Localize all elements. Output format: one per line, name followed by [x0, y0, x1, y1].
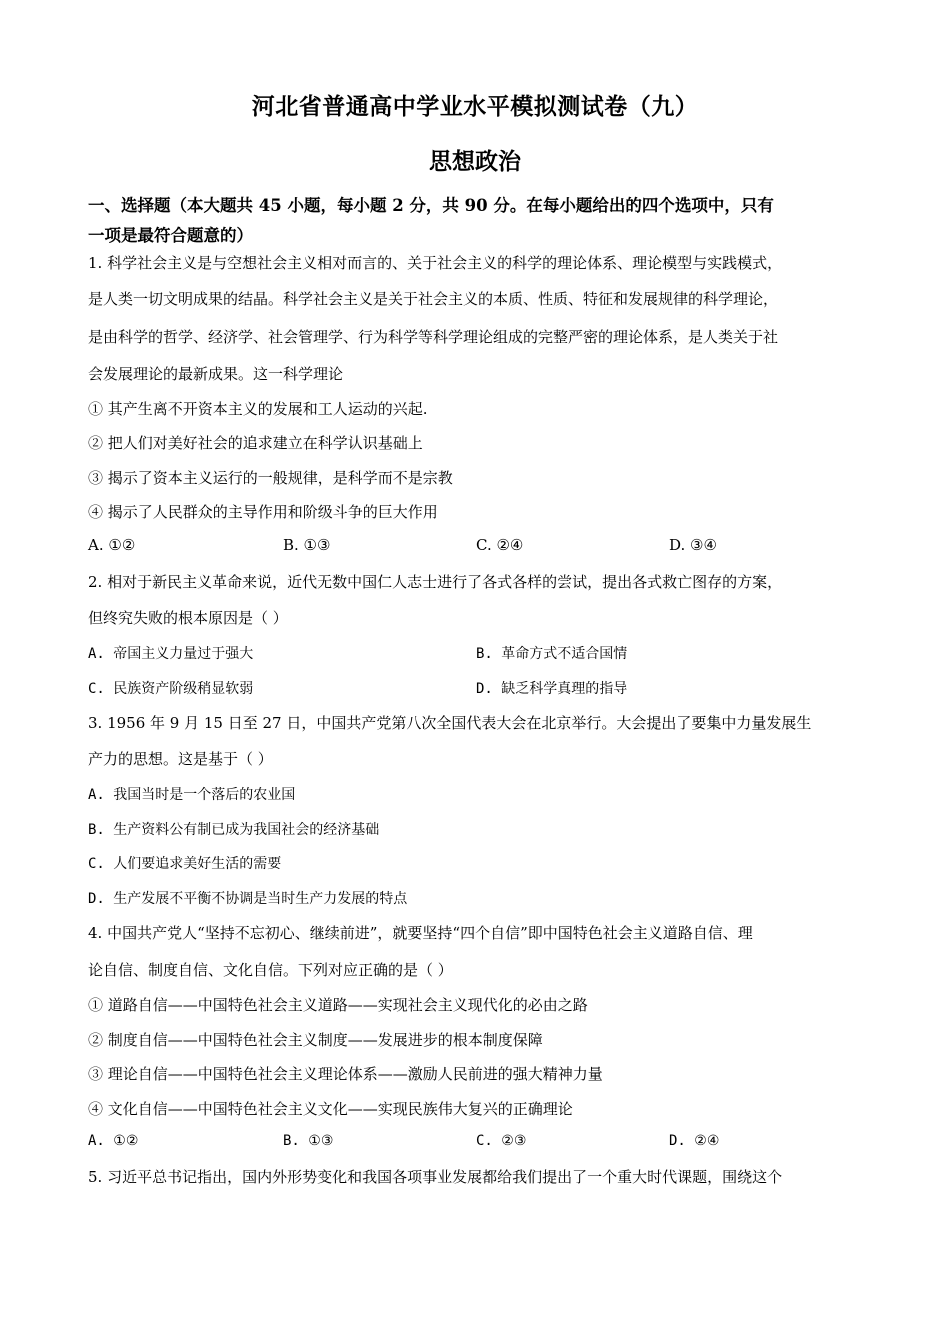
q3-option-b: B. 生产资料公有制已成为我国社会的经济基础 — [88, 822, 380, 838]
q4-option-a: A. ①② — [88, 1133, 139, 1149]
section-heading-cont: 一项是最符合题意的） — [88, 226, 253, 245]
q2-option-c: C. 民族资产阶级稍显软弱 — [88, 681, 254, 697]
q5-stem: 5. 习近平总书记指出，国内外形势变化和我国各项事业发展都给我们提出了一个重大时代课题，围绕这个 — [88, 1168, 783, 1186]
q1-stem: 是人类一切文明成果的结晶。科学社会主义是关于社会主义的本质、性质、特征和发展规律的科学理论， — [88, 290, 779, 308]
q2-stem: 但终究失败的根本原因是（ ） — [88, 609, 288, 627]
q3-option-d: D. 生产发展不平衡不协调是当时生产力发展的特点 — [88, 891, 408, 907]
q1-stem: 1. 科学社会主义是与空想社会主义相对而言的、关于社会主义的科学的理论体系、理论模型与实践模式， — [88, 254, 783, 272]
page-title: 河北省普通高中学业水平模拟测试卷（九） — [251, 93, 699, 120]
q4-option-d: D. ②④ — [669, 1133, 720, 1149]
q4-stem: 4. 中国共产党人“坚持不忘初心、继续前进”，就要坚持“四个自信”即中国特色社会主义道路自信、理 — [88, 924, 753, 942]
q1-option-b: B. ①③ — [283, 536, 331, 554]
subject-title: 思想政治 — [429, 148, 521, 175]
q4-stem: 论自信、制度自信、文化自信。下列对应正确的是（ ） — [88, 961, 453, 979]
q1-item: ② 把人们对美好社会的追求建立在科学认识基础上 — [88, 434, 423, 452]
q1-item: ④ 揭示了人民群众的主导作用和阶级斗争的巨大作用 — [88, 503, 438, 521]
q2-option-a: A. 帝国主义力量过于强大 — [88, 646, 254, 662]
q3-option-c: C. 人们要追求美好生活的需要 — [88, 856, 282, 872]
q2-stem: 2. 相对于新民主义革命来说，近代无数中国仁人志士进行了各式各样的尝试，提出各式救亡图存的方案， — [88, 573, 783, 591]
q4-option-b: B. ①③ — [283, 1133, 334, 1149]
q1-option-c: C. ②④ — [476, 536, 524, 554]
q4-item: ② 制度自信——中国特色社会主义制度——发展进步的根本制度保障 — [88, 1031, 543, 1049]
section-heading: 一、选择题（本大题共 45 小题，每小题 2 分，共 90 分。在每小题给出的四个选项中，只有 — [88, 196, 774, 215]
q4-item: ① 道路自信——中国特色社会主义道路——实现社会主义现代化的必由之路 — [88, 996, 588, 1014]
q1-item: ③ 揭示了资本主义运行的一般规律，是科学而不是宗教 — [88, 469, 453, 487]
q1-option-a: A. ①② — [88, 536, 136, 554]
q3-option-a: A. 我国当时是一个落后的农业国 — [88, 787, 296, 803]
q1-option-d: D. ③④ — [669, 536, 717, 554]
q1-item: ① 其产生离不开资本主义的发展和工人运动的兴起. — [88, 400, 428, 418]
q4-item: ④ 文化自信——中国特色社会主义文化——实现民族伟大复兴的正确理论 — [88, 1100, 573, 1118]
q1-stem: 是由科学的哲学、经济学、社会管理学、行为科学等科学理论组成的完整严密的理论体系，是人类关于社 — [88, 328, 779, 346]
q1-stem: 会发展理论的最新成果。这一科学理论 — [88, 365, 344, 383]
q2-option-d: D. 缺乏科学真理的指导 — [476, 681, 628, 697]
q4-item: ③ 理论自信——中国特色社会主义理论体系——激励人民前进的强大精神力量 — [88, 1065, 603, 1083]
q3-stem: 产力的思想。这是基于（ ） — [88, 750, 273, 768]
q4-option-c: C. ②③ — [476, 1133, 527, 1149]
q2-option-b: B. 革命方式不适合国情 — [476, 646, 628, 662]
q3-stem: 3. 1956 年 9 月 15 日至 27 日，中国共产党第八次全国代表大会在北京举行。大会提出了要集中力量发展生 — [88, 714, 812, 732]
